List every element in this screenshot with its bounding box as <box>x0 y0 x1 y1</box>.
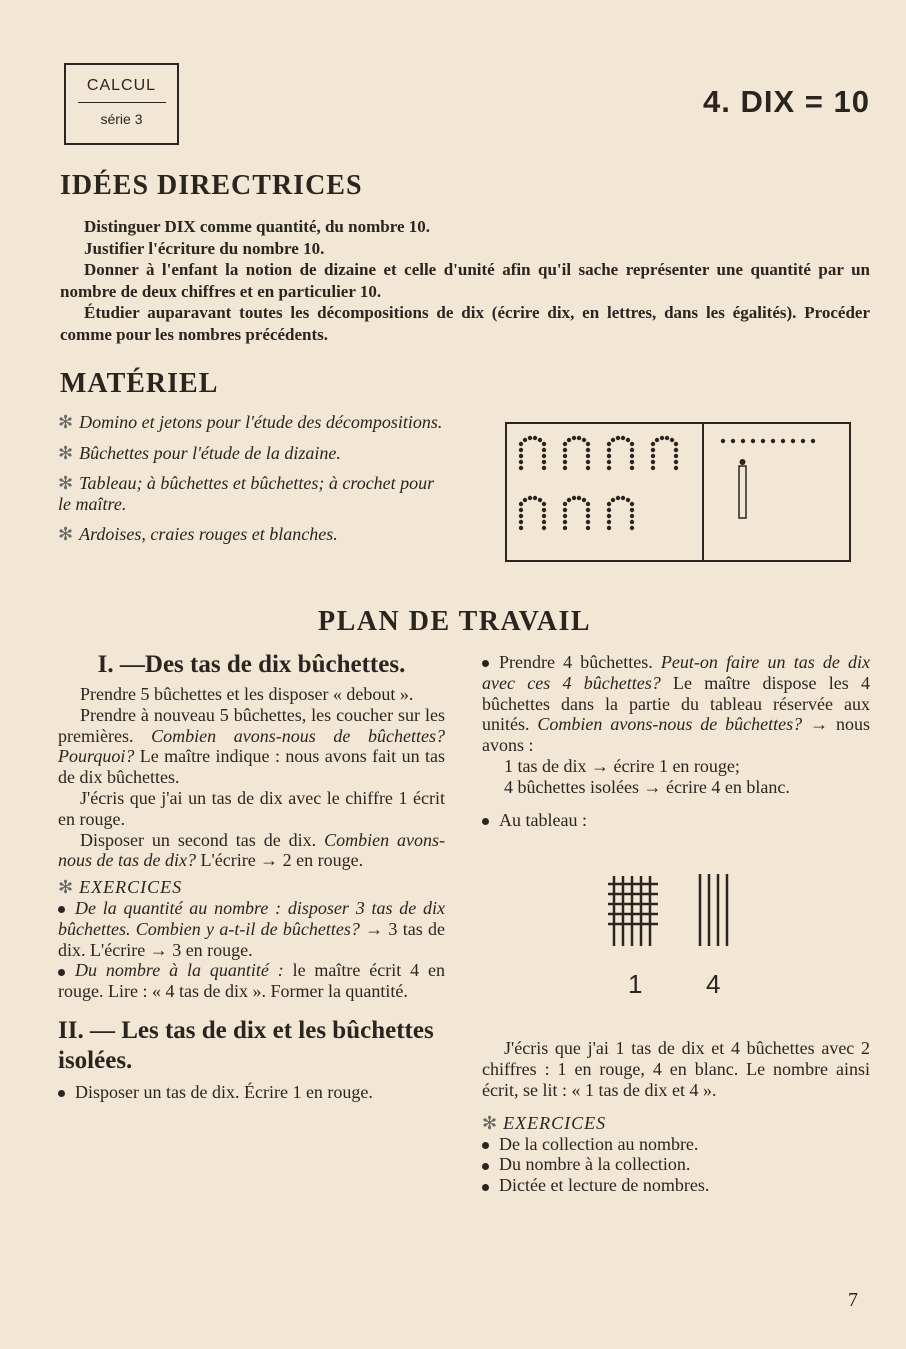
loose-sticks <box>700 874 727 946</box>
bullet-icon <box>482 1163 489 1170</box>
asterisk-icon: ✻ <box>58 877 74 898</box>
series-label: série 3 <box>100 111 143 127</box>
list-item: ✻ Ardoises, craies rouges et blanches. <box>58 524 338 544</box>
exercise-item: De la collection au nombre. <box>482 1134 870 1155</box>
subject-label: CALCUL <box>86 77 157 94</box>
idees-line: Étudier auparavant toutes les décompositions de dix (écrire dix, en lettres, dans les égalités). Procéder comme pour les nombres précédents. <box>60 303 870 344</box>
exercise-item: Du nombre à la collection. <box>482 1154 870 1175</box>
paragraph: Prendre 4 bûchettes. Peut-on faire un tas de dix avec ces 4 bûchettes? Le maître dispose les 4 bûchettes dans la partie du tableau réservée aux unités. Combien avons-nous de bûchettes? → nous avons : <box>482 652 870 756</box>
hooks-tens <box>519 436 678 530</box>
bullet-icon <box>58 1090 65 1097</box>
paragraph: Prendre 5 bûchettes et les disposer « debout ». <box>80 684 414 704</box>
bullet-icon <box>482 1184 489 1191</box>
exercise-item: De la quantité au nombre : disposer 3 tas de dix bûchettes. Combien y a-t-il de bûchettes? → 3 tas de dix. L'écrire → 3 en rouge. <box>58 897 445 960</box>
tableau-figure <box>505 422 851 562</box>
paragraph: Disposer un second tas de dix. Combien avons-nous de tas de dix? L'écrire → 2 en rouge. <box>58 829 445 871</box>
bullet-icon <box>58 969 65 976</box>
tens-digit: 1 <box>628 969 643 1000</box>
exercices-label: ✻ EXERCICES <box>58 877 183 898</box>
plan-heading: PLAN DE TRAVAIL <box>318 606 592 637</box>
asterisk-icon: ✻ <box>58 524 74 544</box>
paragraph: J'écris que j'ai 1 tas de dix et 4 bûchettes avec 2 chiffres : 1 en rouge, 4 en blanc. Le nombre ainsi écrit, se lit : « 1 tas de dix et 4 ». <box>482 1038 870 1100</box>
series-box <box>64 63 179 145</box>
exercise-item: Dictée et lecture de nombres. <box>482 1175 870 1196</box>
page-number: 7 <box>848 1289 858 1311</box>
lesson-title: 4. DIX = 10 <box>703 84 870 119</box>
paragraph: Au tableau : <box>482 810 870 831</box>
list-item: ✻ Domino et jetons pour l'étude des décompositions. <box>58 412 443 432</box>
right-column <box>482 652 870 1196</box>
paragraph: J'écris que j'ai un tas de dix avec le chiffre 1 écrit en rouge. <box>58 787 445 829</box>
list-item: ✻ Tableau; à bûchettes et bûchettes; à crochet pour le maître. <box>58 473 435 514</box>
sticks-drawing <box>606 872 746 950</box>
bullet-icon <box>58 906 65 913</box>
left-column <box>58 650 445 1103</box>
idees-line: Distinguer DIX comme quantité, du nombre 10. <box>84 217 430 236</box>
exercices-label: ✻ EXERCICES <box>482 1112 607 1133</box>
tableau-drawing <box>507 424 849 560</box>
idees-line: Donner à l'enfant la notion de dizaine et celle d'unité afin qu'il sache représenter une quantité par un nombre de deux chiffres et en particulier 10. <box>60 260 870 301</box>
hooks-units <box>721 439 815 443</box>
asterisk-icon: ✻ <box>58 412 74 432</box>
materiel-heading: MATÉRIEL <box>60 368 219 399</box>
tableau-example <box>482 830 870 1018</box>
paragraph: Disposer un tas de dix. Écrire 1 en rouge. <box>58 1082 445 1103</box>
paragraph: 4 bûchettes isolées → écrire 4 en blanc. <box>504 776 790 797</box>
units-digit: 4 <box>706 969 721 1000</box>
section1-heading: I. —Des tas de dix bûchettes. <box>97 651 406 678</box>
materiel-list <box>58 412 446 555</box>
asterisk-icon: ✻ <box>58 473 74 493</box>
list-item: ✻ Bûchettes pour l'étude de la dizaine. <box>58 442 341 463</box>
hanging-stick <box>739 466 746 518</box>
bullet-icon <box>482 818 489 825</box>
bullet-icon <box>482 1142 489 1149</box>
paragraph: 1 tas de dix → écrire 1 en rouge; <box>504 755 740 776</box>
asterisk-icon: ✻ <box>58 442 74 463</box>
asterisk-icon: ✻ <box>482 1112 498 1133</box>
exercise-item: Du nombre à la quantité : le maître écrit 4 en rouge. Lire : « 4 tas de dix ». Former la quantité. <box>58 960 445 1002</box>
ten-bundle <box>608 876 658 946</box>
idees-text <box>60 216 870 345</box>
bullet-icon <box>482 660 489 667</box>
idees-heading: IDÉES DIRECTRICES <box>60 170 363 201</box>
idees-line: Justifier l'écriture du nombre 10. <box>84 238 325 258</box>
paragraph: Prendre à nouveau 5 bûchettes, les coucher sur les premières. Combien avons-nous de bûchettes? Pourquoi? Le maître indique : nous avons fait un tas de dix bûchettes. <box>58 704 445 788</box>
series-divider <box>78 102 166 103</box>
section2-heading: II. — Les tas de dix et les bûchettes isolées. <box>58 1016 434 1074</box>
